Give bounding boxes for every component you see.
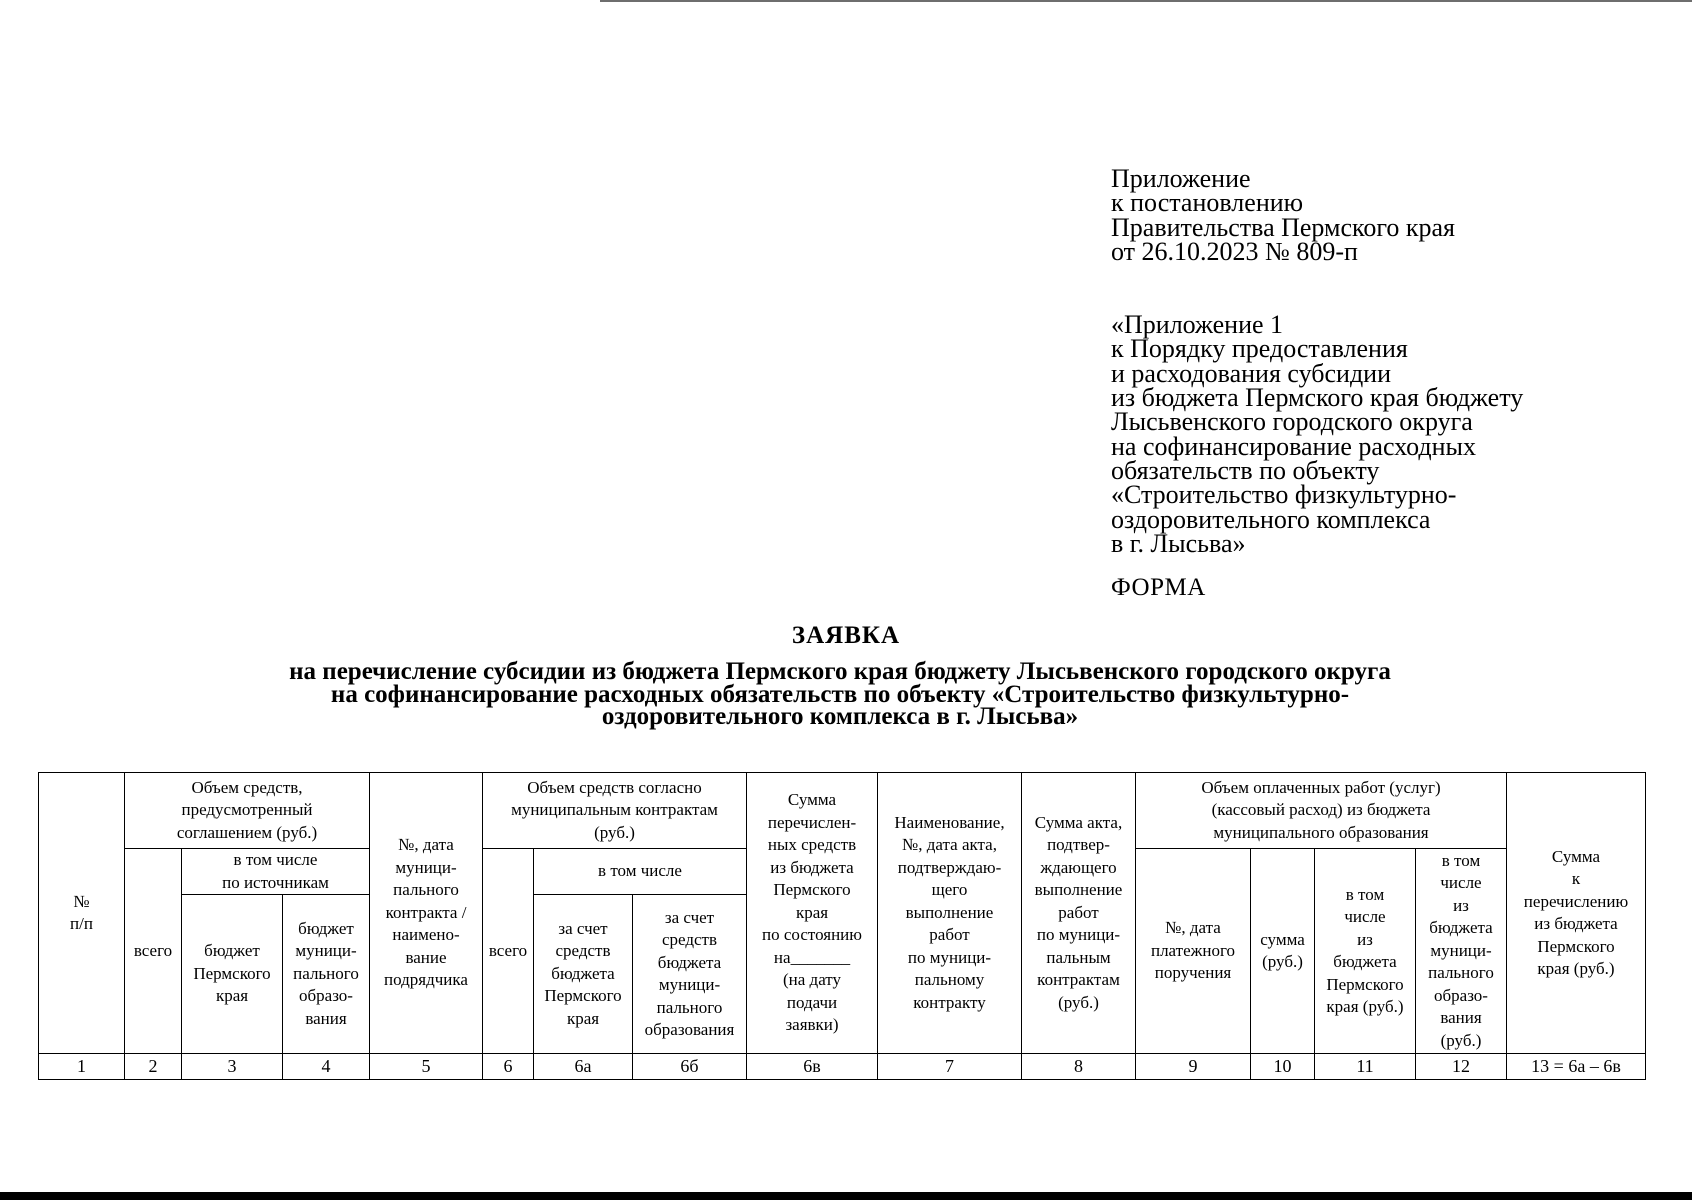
- text-line: (на дату: [782, 970, 841, 990]
- text-line: по состоянию: [762, 925, 862, 945]
- text-line: пального: [656, 997, 723, 1017]
- text-line: в том числе: [598, 861, 682, 881]
- header-contract-number: [370, 773, 483, 1054]
- text-line: пального: [1428, 963, 1494, 983]
- text-line: работ: [1058, 902, 1099, 922]
- text-line: подтвер-: [1047, 835, 1110, 855]
- text-line: из бюджета: [1534, 914, 1618, 933]
- text-line: пальному: [914, 970, 985, 990]
- header-paid-sum: [1251, 849, 1315, 1054]
- text-line: «Строительство физкультурно-: [1111, 480, 1457, 510]
- text-line: вание: [405, 947, 447, 967]
- text-line: муниципального образования: [1213, 822, 1429, 842]
- text-line: в том: [1441, 850, 1481, 870]
- text-line: от 26.10.2023 № 809-п: [1111, 236, 1358, 266]
- header-act-sum: [1022, 773, 1136, 1054]
- text-line: поручения: [1154, 963, 1232, 983]
- header-transferred-sum: [747, 773, 878, 1054]
- text-line: (кассовый расход) из бюджета: [1211, 800, 1431, 820]
- text-line: в том: [1345, 884, 1385, 904]
- header-agreement-municipal: [283, 895, 370, 1054]
- text-line: бюджета: [1429, 918, 1493, 938]
- column-number: 2: [125, 1054, 182, 1080]
- column-number: 4: [283, 1054, 370, 1080]
- appendix-block: [1111, 164, 1671, 558]
- text-line: на софинансирование расходных обязательств по объекту «Строительство физкультурно-: [330, 680, 1350, 708]
- text-line: края: [566, 1008, 600, 1028]
- text-line: №, дата акта,: [902, 835, 997, 855]
- column-number: 3: [182, 1054, 283, 1080]
- application-table: [38, 772, 1646, 1080]
- text-line: (руб.): [1058, 992, 1099, 1012]
- text-line: п/п: [70, 914, 93, 933]
- form-label: ФОРМА: [1111, 574, 1206, 601]
- text-line: Пермского: [1326, 974, 1404, 994]
- column-number: 6в: [747, 1054, 878, 1080]
- text-line: образо-: [299, 986, 353, 1006]
- text-line: вания: [305, 1008, 347, 1028]
- text-line: Объем средств,: [191, 777, 303, 797]
- header-act-name: [878, 773, 1022, 1054]
- text-line: оздоровительного комплекса: [1111, 504, 1431, 534]
- text-line: края: [215, 986, 249, 1006]
- text-line: Объем средств согласно: [527, 777, 702, 797]
- text-line: Приложение: [1111, 164, 1251, 193]
- text-line: Пермского: [193, 963, 271, 983]
- text-line: бюджета: [657, 952, 722, 972]
- text-line: ных средств: [767, 835, 857, 855]
- text-line: «Приложение 1: [1111, 310, 1284, 340]
- header-contracts-volume: [483, 773, 747, 849]
- column-number: 12: [1416, 1054, 1507, 1080]
- text-line: из: [1357, 929, 1373, 949]
- text-line: Сумма акта,: [1034, 812, 1123, 832]
- text-line: всего: [488, 940, 528, 960]
- text-line: Пермского: [544, 986, 622, 1006]
- document-title: ЗАЯВКА: [791, 622, 901, 649]
- header-agreement-total: [125, 849, 182, 1054]
- text-line: средств: [555, 941, 611, 961]
- text-line: заявки): [785, 1015, 839, 1035]
- text-line: края (руб.): [1326, 997, 1404, 1016]
- text-line: всего: [133, 940, 173, 960]
- text-line: (руб.): [1440, 1030, 1482, 1050]
- header-paid-volume: [1136, 773, 1507, 849]
- text-line: выполнение: [905, 902, 994, 922]
- text-line: Сумма: [1551, 846, 1601, 866]
- text-line: Пермского: [1537, 936, 1615, 956]
- text-line: края: [795, 902, 829, 922]
- header-contracts-municipal: [633, 895, 747, 1054]
- text-line: №, дата: [398, 835, 454, 855]
- text-line: образования: [644, 1020, 735, 1039]
- text-line: подтверждаю-: [897, 857, 1002, 877]
- column-number: 6: [483, 1054, 534, 1080]
- text-line: перечислен-: [767, 812, 857, 832]
- text-line: муниципальным контрактам: [511, 800, 718, 820]
- document-subtitle: [200, 658, 1480, 730]
- text-line: подрядчика: [384, 970, 468, 990]
- text-line: вания: [1440, 1008, 1482, 1028]
- header-paid-order: [1136, 849, 1251, 1054]
- text-line: наимено-: [392, 925, 460, 945]
- header-paid-regional: [1315, 849, 1416, 1054]
- text-line: обязательств по объекту: [1111, 455, 1380, 485]
- header-contracts-total: [483, 849, 534, 1054]
- text-line: к постановлению: [1111, 188, 1304, 218]
- header-contracts-including: [534, 849, 747, 895]
- text-line: работ: [929, 925, 970, 945]
- text-line: на софинансирование расходных: [1111, 431, 1477, 461]
- header-contracts-regional: [534, 895, 633, 1054]
- text-line: из бюджета: [770, 857, 854, 877]
- text-line: Лысьвенского городского округа: [1111, 407, 1473, 437]
- column-number: 9: [1136, 1054, 1251, 1080]
- column-number: 6б: [633, 1054, 747, 1080]
- header-agreement-volume: [125, 773, 370, 849]
- text-line: по муници-: [907, 947, 992, 967]
- text-line: в г. Лысьва»: [1111, 528, 1246, 558]
- column-number: 8: [1022, 1054, 1136, 1080]
- text-line: к: [1571, 869, 1581, 888]
- text-line: платежного: [1150, 940, 1236, 960]
- header-row-number: [39, 773, 125, 1054]
- column-number: 6а: [534, 1054, 633, 1080]
- text-line: и расходования субсидии: [1111, 358, 1391, 388]
- text-line: контрактам: [1037, 970, 1120, 990]
- text-line: сумма: [1260, 929, 1305, 949]
- header-sum-to-transfer: [1507, 773, 1646, 1054]
- text-line: по муници-: [1036, 925, 1121, 945]
- text-line: пального: [293, 963, 359, 983]
- text-line: края (руб.): [1537, 959, 1615, 978]
- column-number: 5: [370, 1054, 483, 1080]
- text-line: муници-: [395, 857, 457, 877]
- header-agreement-sources: [182, 849, 370, 895]
- text-line: оздоровительного комплекса в г. Лысьва»: [601, 703, 1079, 730]
- text-line: №: [73, 891, 90, 911]
- text-line: (руб.): [594, 822, 635, 842]
- text-line: Наименование,: [894, 812, 1005, 832]
- text-line: бюджета: [551, 963, 615, 983]
- column-number: 1: [39, 1054, 125, 1080]
- text-line: муници-: [295, 941, 357, 961]
- text-line: числе: [1440, 873, 1482, 893]
- text-line: по источникам: [222, 872, 329, 892]
- text-line: муници-: [1430, 940, 1492, 960]
- text-line: выполнение: [1034, 880, 1123, 900]
- text-line: контракту: [913, 992, 986, 1012]
- text-line: за счет: [664, 907, 715, 927]
- scan-bottom-edge: [0, 1192, 1692, 1200]
- text-line: щего: [931, 880, 968, 900]
- text-line: бюджета: [1333, 952, 1397, 971]
- column-number-row: [39, 1054, 1646, 1080]
- text-line: ждающего: [1040, 857, 1117, 877]
- column-number: 7: [878, 1054, 1022, 1080]
- text-line: Сумма: [787, 790, 837, 810]
- text-line: пальным: [1046, 947, 1111, 967]
- text-line: бюджет: [298, 918, 354, 938]
- text-line: Объем оплаченных работ (услуг): [1201, 777, 1441, 797]
- text-line: из: [1453, 895, 1469, 915]
- text-line: контракта /: [385, 902, 467, 922]
- text-line: №, дата: [1165, 918, 1221, 938]
- text-line: Пермского: [773, 880, 851, 900]
- header-paid-municipal: [1416, 849, 1507, 1054]
- column-number: 11: [1315, 1054, 1416, 1080]
- text-line: пального: [393, 880, 459, 900]
- text-line: соглашением (руб.): [176, 822, 318, 842]
- text-line: (руб.): [1262, 952, 1303, 971]
- block-gap: [1111, 264, 1671, 313]
- text-line: бюджет: [204, 941, 260, 961]
- column-number: 13 = 6а – 6в: [1507, 1054, 1646, 1080]
- text-line: образо-: [1434, 985, 1488, 1005]
- text-line: числе: [1344, 907, 1386, 926]
- text-line: к Порядку предоставления: [1111, 334, 1408, 364]
- text-line: в том числе: [233, 850, 318, 869]
- text-line: из бюджета Пермского края бюджету: [1111, 383, 1524, 413]
- text-line: на перечисление субсидии из бюджета Пермского края бюджету Лысьвенского городского округа: [289, 658, 1391, 685]
- column-number: 10: [1251, 1054, 1315, 1080]
- text-line: муници-: [658, 975, 721, 994]
- text-line: предусмотренный: [181, 800, 313, 820]
- text-line: средств: [661, 930, 718, 949]
- text-line: на_______: [773, 947, 851, 967]
- text-line: подачи: [786, 992, 838, 1012]
- text-line: за счет: [558, 918, 608, 938]
- text-line: перечислению: [1523, 891, 1629, 911]
- header-agreement-regional: [182, 895, 283, 1054]
- scan-top-edge: [600, 0, 1692, 2]
- text-line: Правительства Пермского края: [1111, 212, 1455, 242]
